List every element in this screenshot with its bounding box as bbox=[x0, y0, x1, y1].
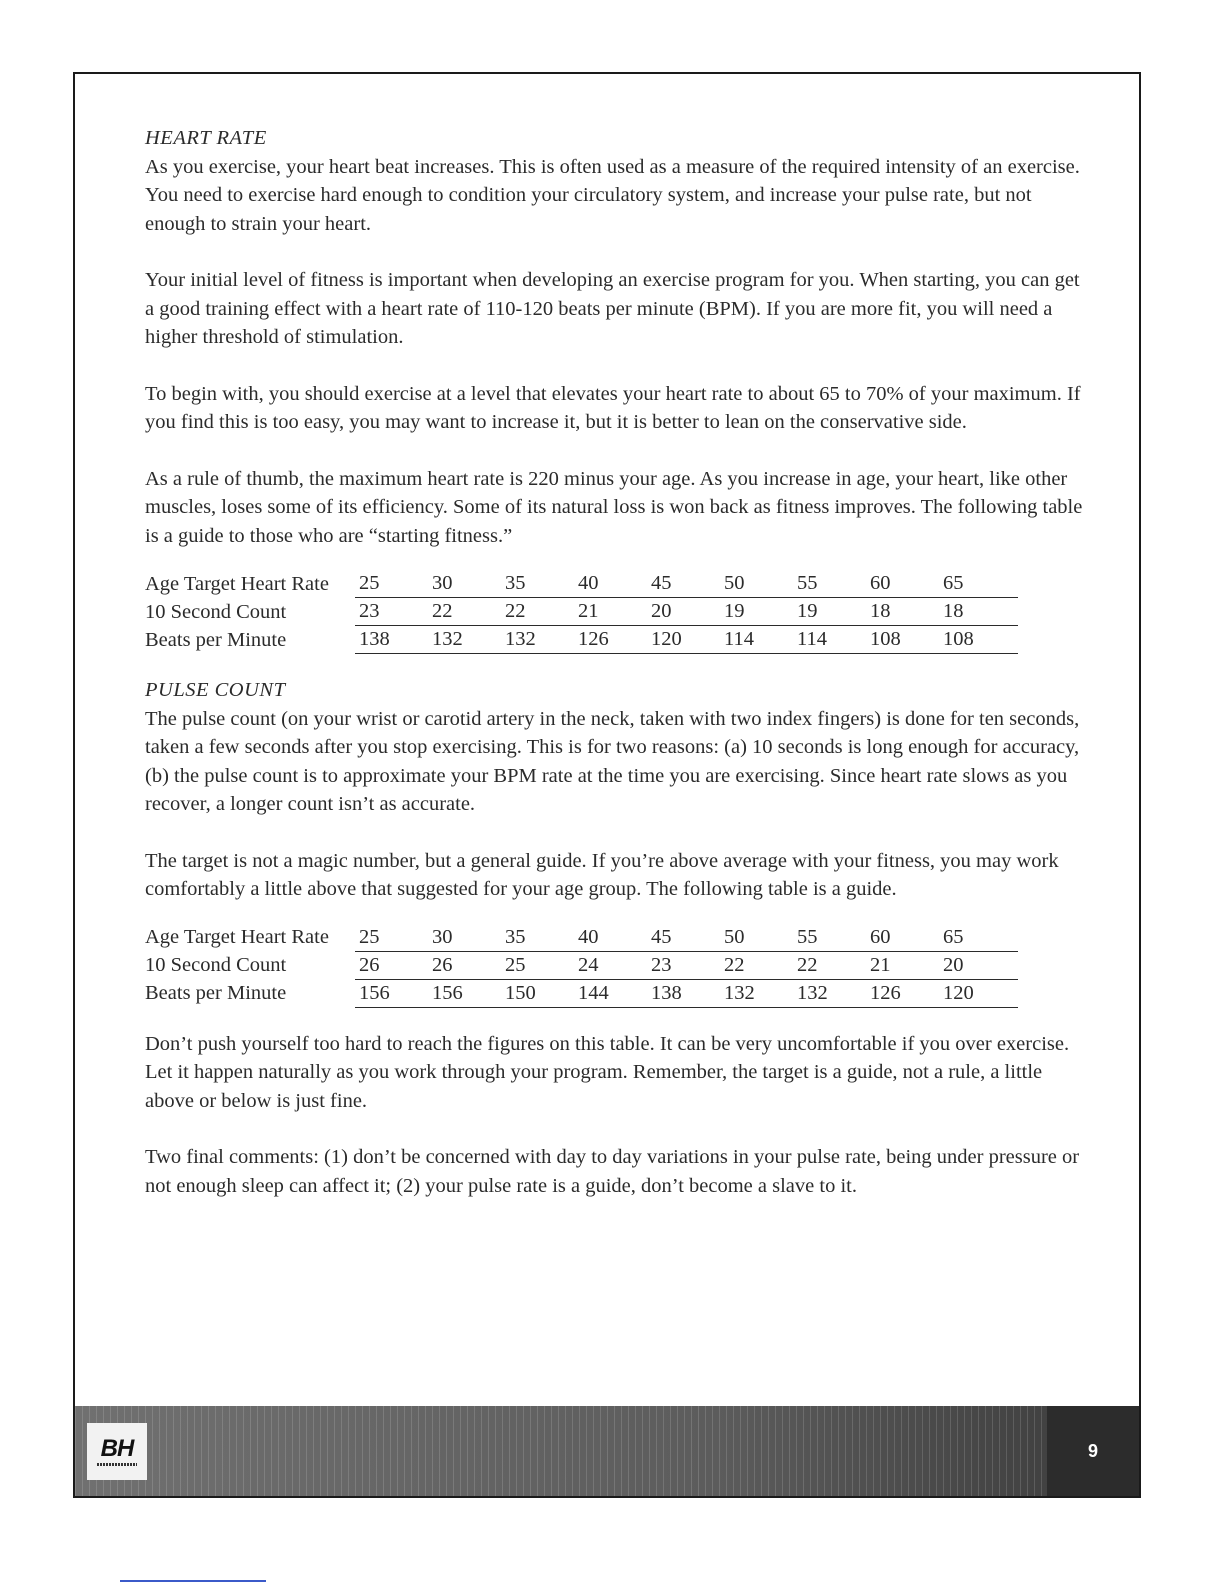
table-cell: 55 bbox=[795, 570, 868, 598]
heart-rate-paragraph-2: Your initial level of fitness is important when developing an exercise program for you. When starting, you can get a good training effect with a heart rate of 110-120 beats per minute (BPM). If you are more fit, you will need a higher threshold of stimulation. bbox=[145, 269, 1080, 348]
table-cell: 65 bbox=[941, 924, 1018, 952]
table-cell: 132 bbox=[503, 626, 576, 654]
table-cell: 26 bbox=[355, 951, 430, 979]
page-number-box bbox=[1047, 1406, 1139, 1496]
closing-paragraph-2: Two final comments: (1) don’t be concerned with day to day variations in your pulse rate, being under pressure or not enough sleep can affect it; (2) your pulse rate is a guide, don’t become a slave to it. bbox=[145, 1146, 1080, 1197]
table-cell: 108 bbox=[868, 626, 941, 654]
table-cell: 55 bbox=[795, 924, 868, 952]
table-cell: 144 bbox=[576, 979, 649, 1007]
table-cell: 26 bbox=[430, 951, 503, 979]
table-row bbox=[145, 979, 1018, 1007]
table-cell: 24 bbox=[576, 951, 649, 979]
row-label: Beats per Minute bbox=[145, 628, 287, 651]
row-label: 10 Second Count bbox=[145, 600, 287, 623]
table-cell: 23 bbox=[355, 598, 430, 626]
table-cell: 45 bbox=[649, 570, 722, 598]
page-number: 9 bbox=[1087, 1440, 1098, 1461]
table-cell: 120 bbox=[649, 626, 722, 654]
table-cell: 23 bbox=[649, 951, 722, 979]
table-cell: 35 bbox=[503, 924, 576, 952]
heart-rate-paragraph-3: To begin with, you should exercise at a level that elevates your heart rate to about 65 to 70% of your maximum. If you find this is too easy, you may want to increase it, but it is better to lean on the conservative side. bbox=[145, 382, 1081, 433]
table-cell: 22 bbox=[430, 598, 503, 626]
table-cell: 108 bbox=[941, 626, 1018, 654]
table-cell: 19 bbox=[795, 598, 868, 626]
above-average-table bbox=[145, 924, 1018, 1008]
heart-rate-heading: HEART RATE bbox=[145, 127, 267, 149]
row-label: 10 Second Count bbox=[145, 954, 287, 976]
table-cell: 132 bbox=[722, 979, 795, 1007]
heart-rate-paragraph-4: As a rule of thumb, the maximum heart rate is 220 minus your age. As you increase in age, your heart, like other muscles, loses some of its efficiency. Some of its natural loss is won back as fitness improves. The following table is a guide to those who are “starting fitness.” bbox=[145, 467, 1083, 547]
row-label: Beats per Minute bbox=[145, 982, 287, 1004]
table-cell: 126 bbox=[576, 626, 649, 654]
table-cell: 40 bbox=[576, 570, 649, 598]
table-row bbox=[145, 570, 1018, 598]
table-cell: 132 bbox=[795, 979, 868, 1007]
table-cell: 150 bbox=[503, 979, 576, 1007]
table-cell: 18 bbox=[868, 598, 941, 626]
starting-fitness-table bbox=[145, 570, 1018, 654]
table-cell: 21 bbox=[576, 598, 649, 626]
table-row bbox=[145, 924, 1018, 952]
table-cell: 25 bbox=[355, 924, 430, 952]
table-cell: 120 bbox=[941, 979, 1018, 1007]
bh-logo-text: BH bbox=[100, 1434, 134, 1462]
table-cell: 156 bbox=[430, 979, 503, 1007]
table-cell: 22 bbox=[503, 598, 576, 626]
bottom-rule bbox=[120, 1580, 266, 1582]
row-label: Age Target Heart Rate bbox=[145, 572, 329, 595]
table-cell: 60 bbox=[868, 924, 941, 952]
pulse-count-paragraph-1: The pulse count (on your wrist or carotid artery in the neck, taken with two index fingers) is done for ten seconds, taken a few seconds after you stop exercising. This is for two reasons: (a) 10 seconds is long enough for accuracy, (b) the pulse count is to approximate your BPM rate at the time you are exercising. Since heart rate slows as you recover, a longer count isn’t as accurate. bbox=[145, 707, 1080, 815]
table-cell: 30 bbox=[430, 570, 503, 598]
pulse-count-heading: PULSE COUNT bbox=[145, 679, 286, 701]
table-cell: 35 bbox=[503, 570, 576, 598]
table-cell: 22 bbox=[795, 951, 868, 979]
table-cell: 18 bbox=[941, 598, 1018, 626]
table-cell: 132 bbox=[430, 626, 503, 654]
footer-bar bbox=[75, 1406, 1139, 1496]
closing-paragraph-1: Don’t push yourself too hard to reach the figures on this table. It can be very uncomfortable if you over exercise. Let it happen naturally as you work through your program. Remember, the target is a guide, not a rule, a little above or below is just fine. bbox=[145, 1032, 1070, 1112]
pulse-count-paragraph-2: The target is not a magic number, but a general guide. If you’re above average with your fitness, you may work comfortably a little above that suggested for your age group. The following table is a guide. bbox=[145, 849, 1059, 900]
heart-rate-paragraph-1: As you exercise, your heart beat increases. This is often used as a measure of the required intensity of an exercise. You need to exercise hard enough to condition your circulatory system, and increase your pulse rate, but not enough to strain your heart. bbox=[145, 155, 1080, 235]
logo-underline bbox=[97, 1463, 137, 1466]
table-cell: 25 bbox=[503, 951, 576, 979]
table-cell: 65 bbox=[941, 570, 1018, 598]
table-cell: 114 bbox=[722, 626, 795, 654]
table-cell: 138 bbox=[649, 979, 722, 1007]
table-cell: 156 bbox=[355, 979, 430, 1007]
table-row bbox=[145, 626, 1018, 654]
table-cell: 50 bbox=[722, 570, 795, 598]
table-cell: 30 bbox=[430, 924, 503, 952]
row-label: Age Target Heart Rate bbox=[145, 926, 329, 948]
table-cell: 19 bbox=[722, 598, 795, 626]
table-cell: 126 bbox=[868, 979, 941, 1007]
table-cell: 114 bbox=[795, 626, 868, 654]
table-cell: 138 bbox=[355, 626, 430, 654]
table-cell: 40 bbox=[576, 924, 649, 952]
page-content bbox=[145, 124, 1085, 1228]
table-cell: 21 bbox=[868, 951, 941, 979]
table-row bbox=[145, 598, 1018, 626]
table-cell: 22 bbox=[722, 951, 795, 979]
bh-logo bbox=[87, 1423, 147, 1480]
table-cell: 20 bbox=[649, 598, 722, 626]
table-cell: 45 bbox=[649, 924, 722, 952]
table-cell: 25 bbox=[355, 570, 430, 598]
table-cell: 50 bbox=[722, 924, 795, 952]
table-row bbox=[145, 951, 1018, 979]
table-cell: 20 bbox=[941, 951, 1018, 979]
table-cell: 60 bbox=[868, 570, 941, 598]
